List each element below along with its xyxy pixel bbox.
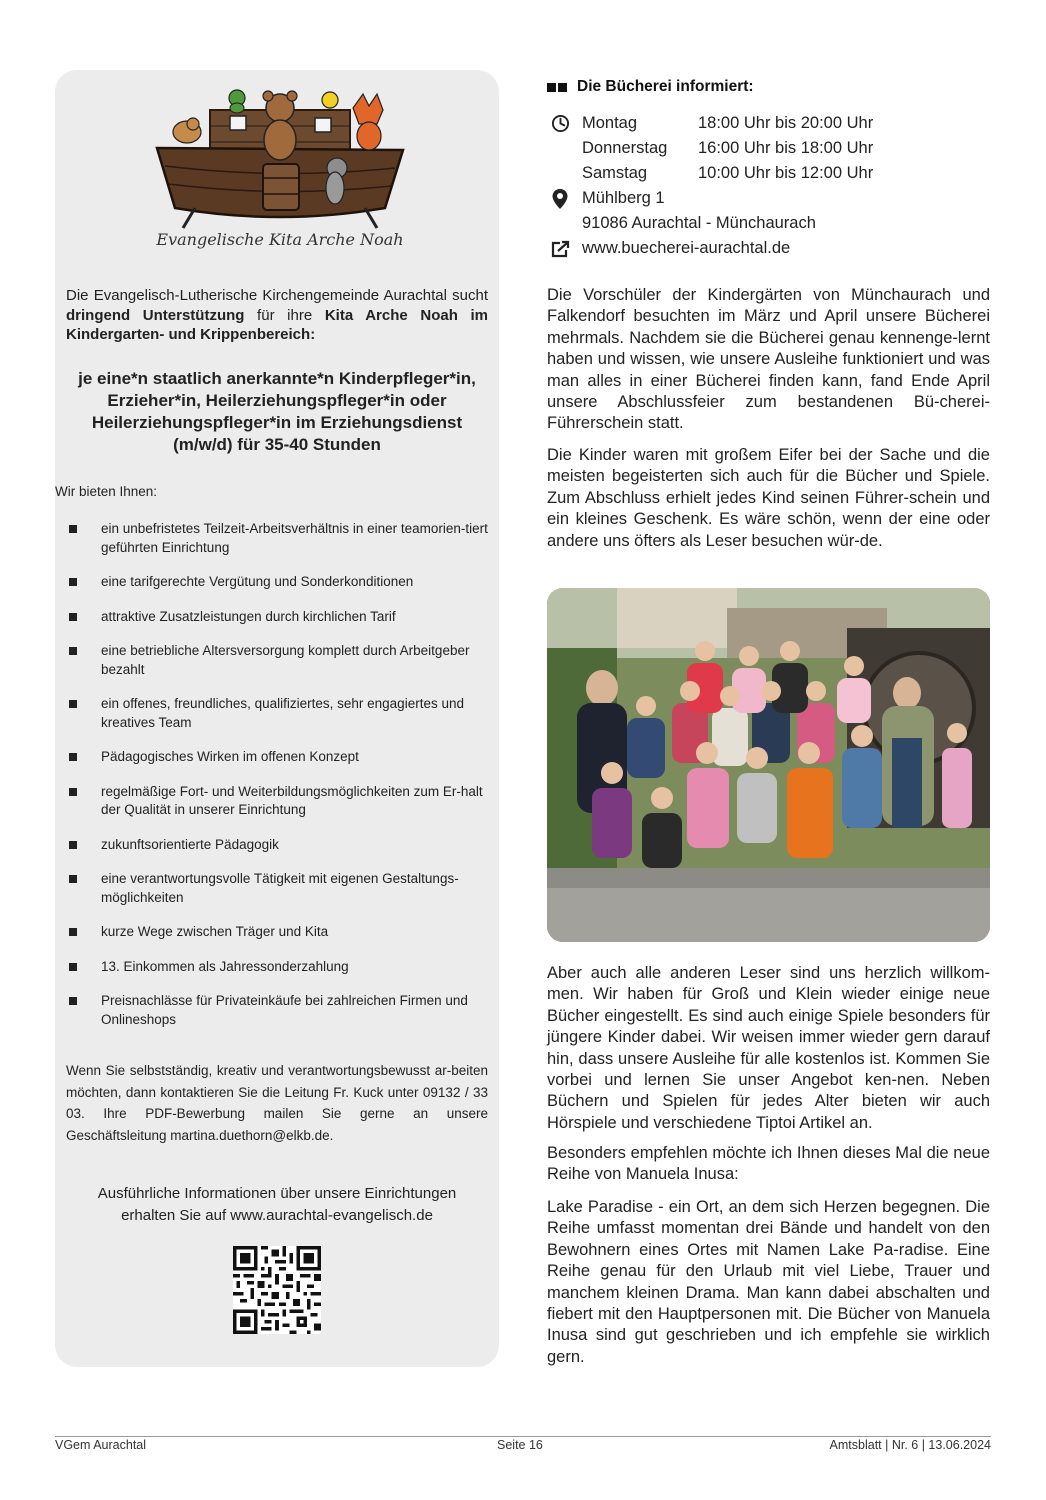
- page-number: Seite 16: [497, 1438, 543, 1452]
- list-item: 13. Einkommen als Jahressonderzahlung: [69, 958, 489, 977]
- website-link[interactable]: www.buecherei-aurachtal.de: [582, 239, 791, 257]
- list-item: ein offenes, freundliches, qualifiziertes, sehr engagiertes und kreatives Team: [69, 695, 489, 732]
- qr-code[interactable]: [233, 1246, 321, 1334]
- bullet-square: [69, 841, 77, 849]
- heading-squares-icon: [547, 83, 567, 92]
- bullet-square: [69, 753, 77, 761]
- list-item: attraktive Zusatzleistungen durch kirchlichen Tarif: [69, 608, 489, 627]
- list-item: Pädagogisches Wirken im offenen Konzept: [69, 748, 489, 767]
- library-paragraph: Besonders empfehlen möchte ich Ihnen dieses Mal die neue Reihe von Manuela Inusa:: [547, 1144, 990, 1184]
- bullet-square: [69, 578, 77, 586]
- kita-job-ad: [55, 70, 499, 1367]
- intro-text: Die Evangelisch-Lutherische Kirchengemeinde Aurachtal sucht dringend Unterstützung für ihre Kita Arche Noah im Kindergarten- und Krippenbereich:: [66, 287, 488, 343]
- children-group-photo: [547, 588, 990, 942]
- footer-right: Amtsblatt | Nr. 6 | 13.06.2024: [829, 1438, 991, 1452]
- library-paragraph: Aber auch alle anderen Leser sind uns herzlich willkom-men. Wir haben für Groß und Klein wieder einige neue Bücher eingestellt. Es sind auch einige Spiele besonders für jüngere Kinder dabei. Wir weisen immer wieder gern darauf hin, dass unsere Ausleihe für alle kostenlos ist. Kommen Sie vorbei und lernen Sie unser Angebot ken-nen. Neben Büchern und Spielen für jedes Alter bieten wir auch Hörspiele und verschiedene Tiptoi Artikel an.: [547, 964, 990, 1132]
- list-item: ein unbefristetes Teilzeit-Arbeitsverhältnis in einer teamorien-tiert geführten Einrichtung: [69, 520, 489, 557]
- bullet-square: [69, 963, 77, 971]
- job-title: je eine*n staatlich anerkannte*n Kinderpfleger*in, Erzieher*in, Heilerziehungspfleger*in oder Heilerziehungspfleger*in im Erziehungsdienst (m/w/d) für 35-40 Stunden: [78, 369, 476, 454]
- clock-icon: [549, 111, 571, 136]
- list-item: kurze Wege zwischen Träger und Kita: [69, 923, 489, 942]
- bullet-square: [69, 875, 77, 883]
- group-photo: [547, 588, 990, 942]
- bullet-square: [69, 928, 77, 936]
- list-item: eine verantwortungsvolle Tätigkeit mit eigenen Gestaltungs-möglichkeiten: [69, 870, 489, 907]
- library-paragraph: Die Vorschüler der Kindergärten von Münchaurach und Falkendorf besuchten im März und April unsere Bücherei mehrmals. Nachdem sie die Bücherei genau kennenge-lernt haben und wissen, wie unsere Ausleihe funktioniert und was man alles in einer Bücherei finden kann, fand Ende April unsere Abschlussfeier zum bestandenen Bü-cherei-Führerschein statt.: [547, 286, 990, 433]
- bullet-square: [69, 647, 77, 655]
- list-item: Preisnachlässe für Privateinkäufe bei zahlreichen Firmen und Onlineshops: [69, 992, 489, 1029]
- library-paragraph: Lake Paradise - ein Ort, an dem sich Herzen begegnen. Die Reihe umfasst momentan drei Bände und handelt von den Bewohnern eines Ortes mit Namen Lake Pa-radise. Eine Reihe genau für den Urlaub mit viel Liebe, Trauer und manchem kleinen Drama. Man kann dabei abschalten und fiebert mit den Hauptpersonen mit. Die Bücher von Manuela Inusa sind gut geschrieben und ich empfehle sie wirklich gern.: [547, 1198, 990, 1366]
- location-pin-icon: [549, 186, 571, 211]
- kita-logo: [155, 88, 405, 258]
- list-item: eine tarifgerechte Vergütung und Sonderkonditionen: [69, 573, 489, 592]
- ark-illustration: [155, 88, 405, 233]
- bullet-square: [69, 700, 77, 708]
- bullet-square: [69, 997, 77, 1005]
- logo-caption: Evangelische Kita Arche Noah: [156, 230, 404, 249]
- library-paragraph: Die Kinder waren mit großem Eifer bei der Sache und die meisten begeisterten sich auch für die Bücher und Spiele. Zum Abschluss erhielt jedes Kind seinen Führer-schein und ein kleines Geschenk. Es wäre schön, wenn der eine oder andere uns öfters als Leser besuchen wür-de.: [547, 446, 990, 550]
- external-link-icon: [549, 236, 571, 261]
- list-item: zukunftsorientierte Pädagogik: [69, 836, 489, 855]
- bullet-square: [69, 613, 77, 621]
- offer-heading: Wir bieten Ihnen:: [55, 484, 158, 499]
- contact-text: Wenn Sie selbstständig, kreativ und verantwortungsbewusst ar-beiten möchten, dann kontaktieren Sie die Leitung Fr. Kuck unter 09132 / 33 03. Ihre PDF-Bewerbung mailen Sie gerne an unsere Geschäftsleitung martina.duethorn@elkb.de.: [66, 1063, 488, 1143]
- list-item: eine betriebliche Altersversorgung komplett durch Arbeitgeber bezahlt: [69, 642, 489, 679]
- bullet-square: [69, 525, 77, 533]
- footer-divider: [55, 1436, 991, 1437]
- benefits-list: [69, 520, 489, 1045]
- list-item: regelmäßige Fort- und Weiterbildungsmöglichkeiten zum Er-halt der Qualität in unserer Einrichtung: [69, 783, 489, 820]
- info-text: Ausführliche Informationen über unsere Einrichtungen erhalten Sie auf www.aurachtal-evangelisch.de: [97, 1185, 457, 1224]
- library-heading: Die Bücherei informiert:: [547, 78, 754, 96]
- bullet-square: [69, 788, 77, 796]
- footer-left: VGem Aurachtal: [55, 1438, 147, 1452]
